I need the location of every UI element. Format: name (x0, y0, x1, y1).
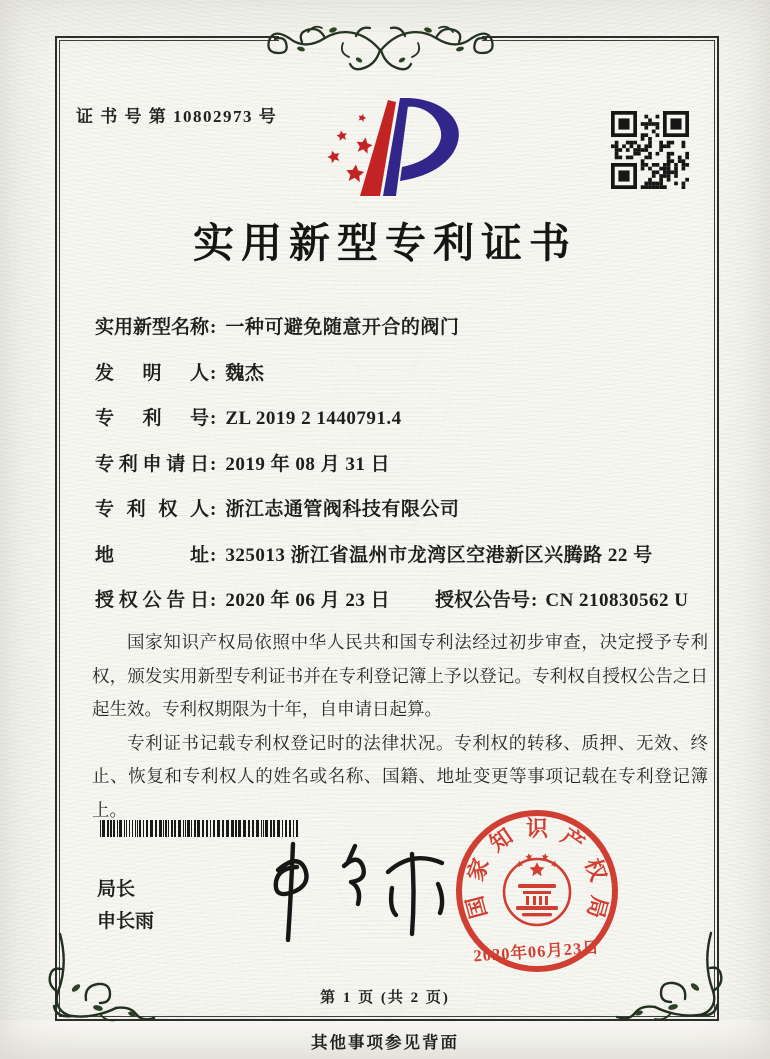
legal-paragraph-1: 国家知识产权局依照中华人民共和国专利法经过初步审查，决定授予专利权，颁发实用新型专利证书并在专利登记簿上予以登记。专利权自授权公告之日起生效。专利权期限为十年，自申请日起算。 (92, 632, 708, 719)
svg-text:家: 家 (462, 855, 494, 885)
field-colon: : (531, 590, 538, 611)
page-number: 第 1 页 (共 2 页) (320, 990, 450, 1006)
svg-text:识: 识 (525, 816, 549, 841)
field-label: 授权公告日 (95, 590, 209, 611)
svg-text:局: 局 (582, 893, 613, 922)
qr-code (609, 111, 691, 189)
official-seal (452, 806, 622, 976)
field-label: 专利权人 (95, 499, 209, 520)
svg-text:权: 权 (580, 855, 612, 885)
field-label: 专利号 (95, 408, 209, 429)
top-flourish-ornament-icon (263, 16, 498, 80)
field-label: 授权公告号 (435, 590, 531, 611)
legal-paragraph-2: 专利证书记载专利权登记时的法律状况。专利权的转移、质押、无效、终止、恢复和专利权人的姓名或名称、国籍、地址变更等事项记载在专利登记簿上。 (92, 732, 708, 820)
seal-date: 2020年06月23日 (472, 937, 601, 966)
field-row-inventor (95, 364, 712, 383)
svg-text:知: 知 (484, 823, 518, 857)
field-row-patentee (95, 500, 712, 519)
certificate-number: 证 书 号 第 10802973 号 (76, 107, 278, 126)
logo-p-bowl-icon (400, 98, 459, 181)
field-row-patent-number (95, 409, 712, 428)
field-row-utility-model-name (95, 318, 712, 337)
field-value: 浙江志通管阀科技有限公司 (225, 499, 460, 520)
legal-text-block (92, 626, 708, 827)
cnipa-logo-icon (300, 84, 475, 209)
field-row-grant (95, 591, 712, 610)
field-value: 2020 年 06 月 23 日 (225, 590, 391, 611)
logo-stars-icon (326, 113, 374, 183)
director-title: 局长 (97, 879, 136, 900)
field-colon: : (210, 408, 217, 429)
bottom-left-flourish-ornament-icon (46, 930, 171, 1024)
field-label: 发明人 (95, 362, 209, 384)
field-colon: : (210, 453, 217, 475)
field-row-filing-date (95, 455, 712, 474)
field-colon: : (210, 499, 217, 520)
field-value: 魏杰 (225, 362, 265, 384)
back-side-note: 其他事项参见背面 (311, 1033, 459, 1052)
field-colon: : (210, 544, 217, 566)
field-row-address (95, 546, 712, 565)
page-title: 实用新型专利证书 (193, 220, 577, 266)
field-value: 2019 年 08 月 31 日 (225, 453, 391, 475)
fields-block (95, 318, 712, 637)
national-emblem-icon (504, 853, 570, 925)
field-colon: : (210, 362, 217, 384)
director-signature-icon (252, 834, 457, 942)
field-colon: : (210, 590, 217, 611)
field-value: CN 210830562 U (545, 590, 689, 611)
field-label: 专利申请日 (95, 453, 209, 475)
field-label: 地址 (95, 544, 209, 566)
field-value: 一种可避免随意开合的阀门 (225, 317, 460, 338)
field-value: 325013 浙江省温州市龙湾区空港新区兴腾路 22 号 (225, 544, 653, 566)
field-group-grant-number (435, 591, 689, 610)
svg-text:国: 国 (461, 893, 492, 922)
field-label: 实用新型名称 (95, 317, 210, 338)
director-name: 申长雨 (97, 911, 155, 932)
field-colon: : (210, 317, 217, 338)
field-value: ZL 2019 2 1440791.4 (225, 408, 402, 429)
svg-text:产: 产 (556, 823, 590, 857)
